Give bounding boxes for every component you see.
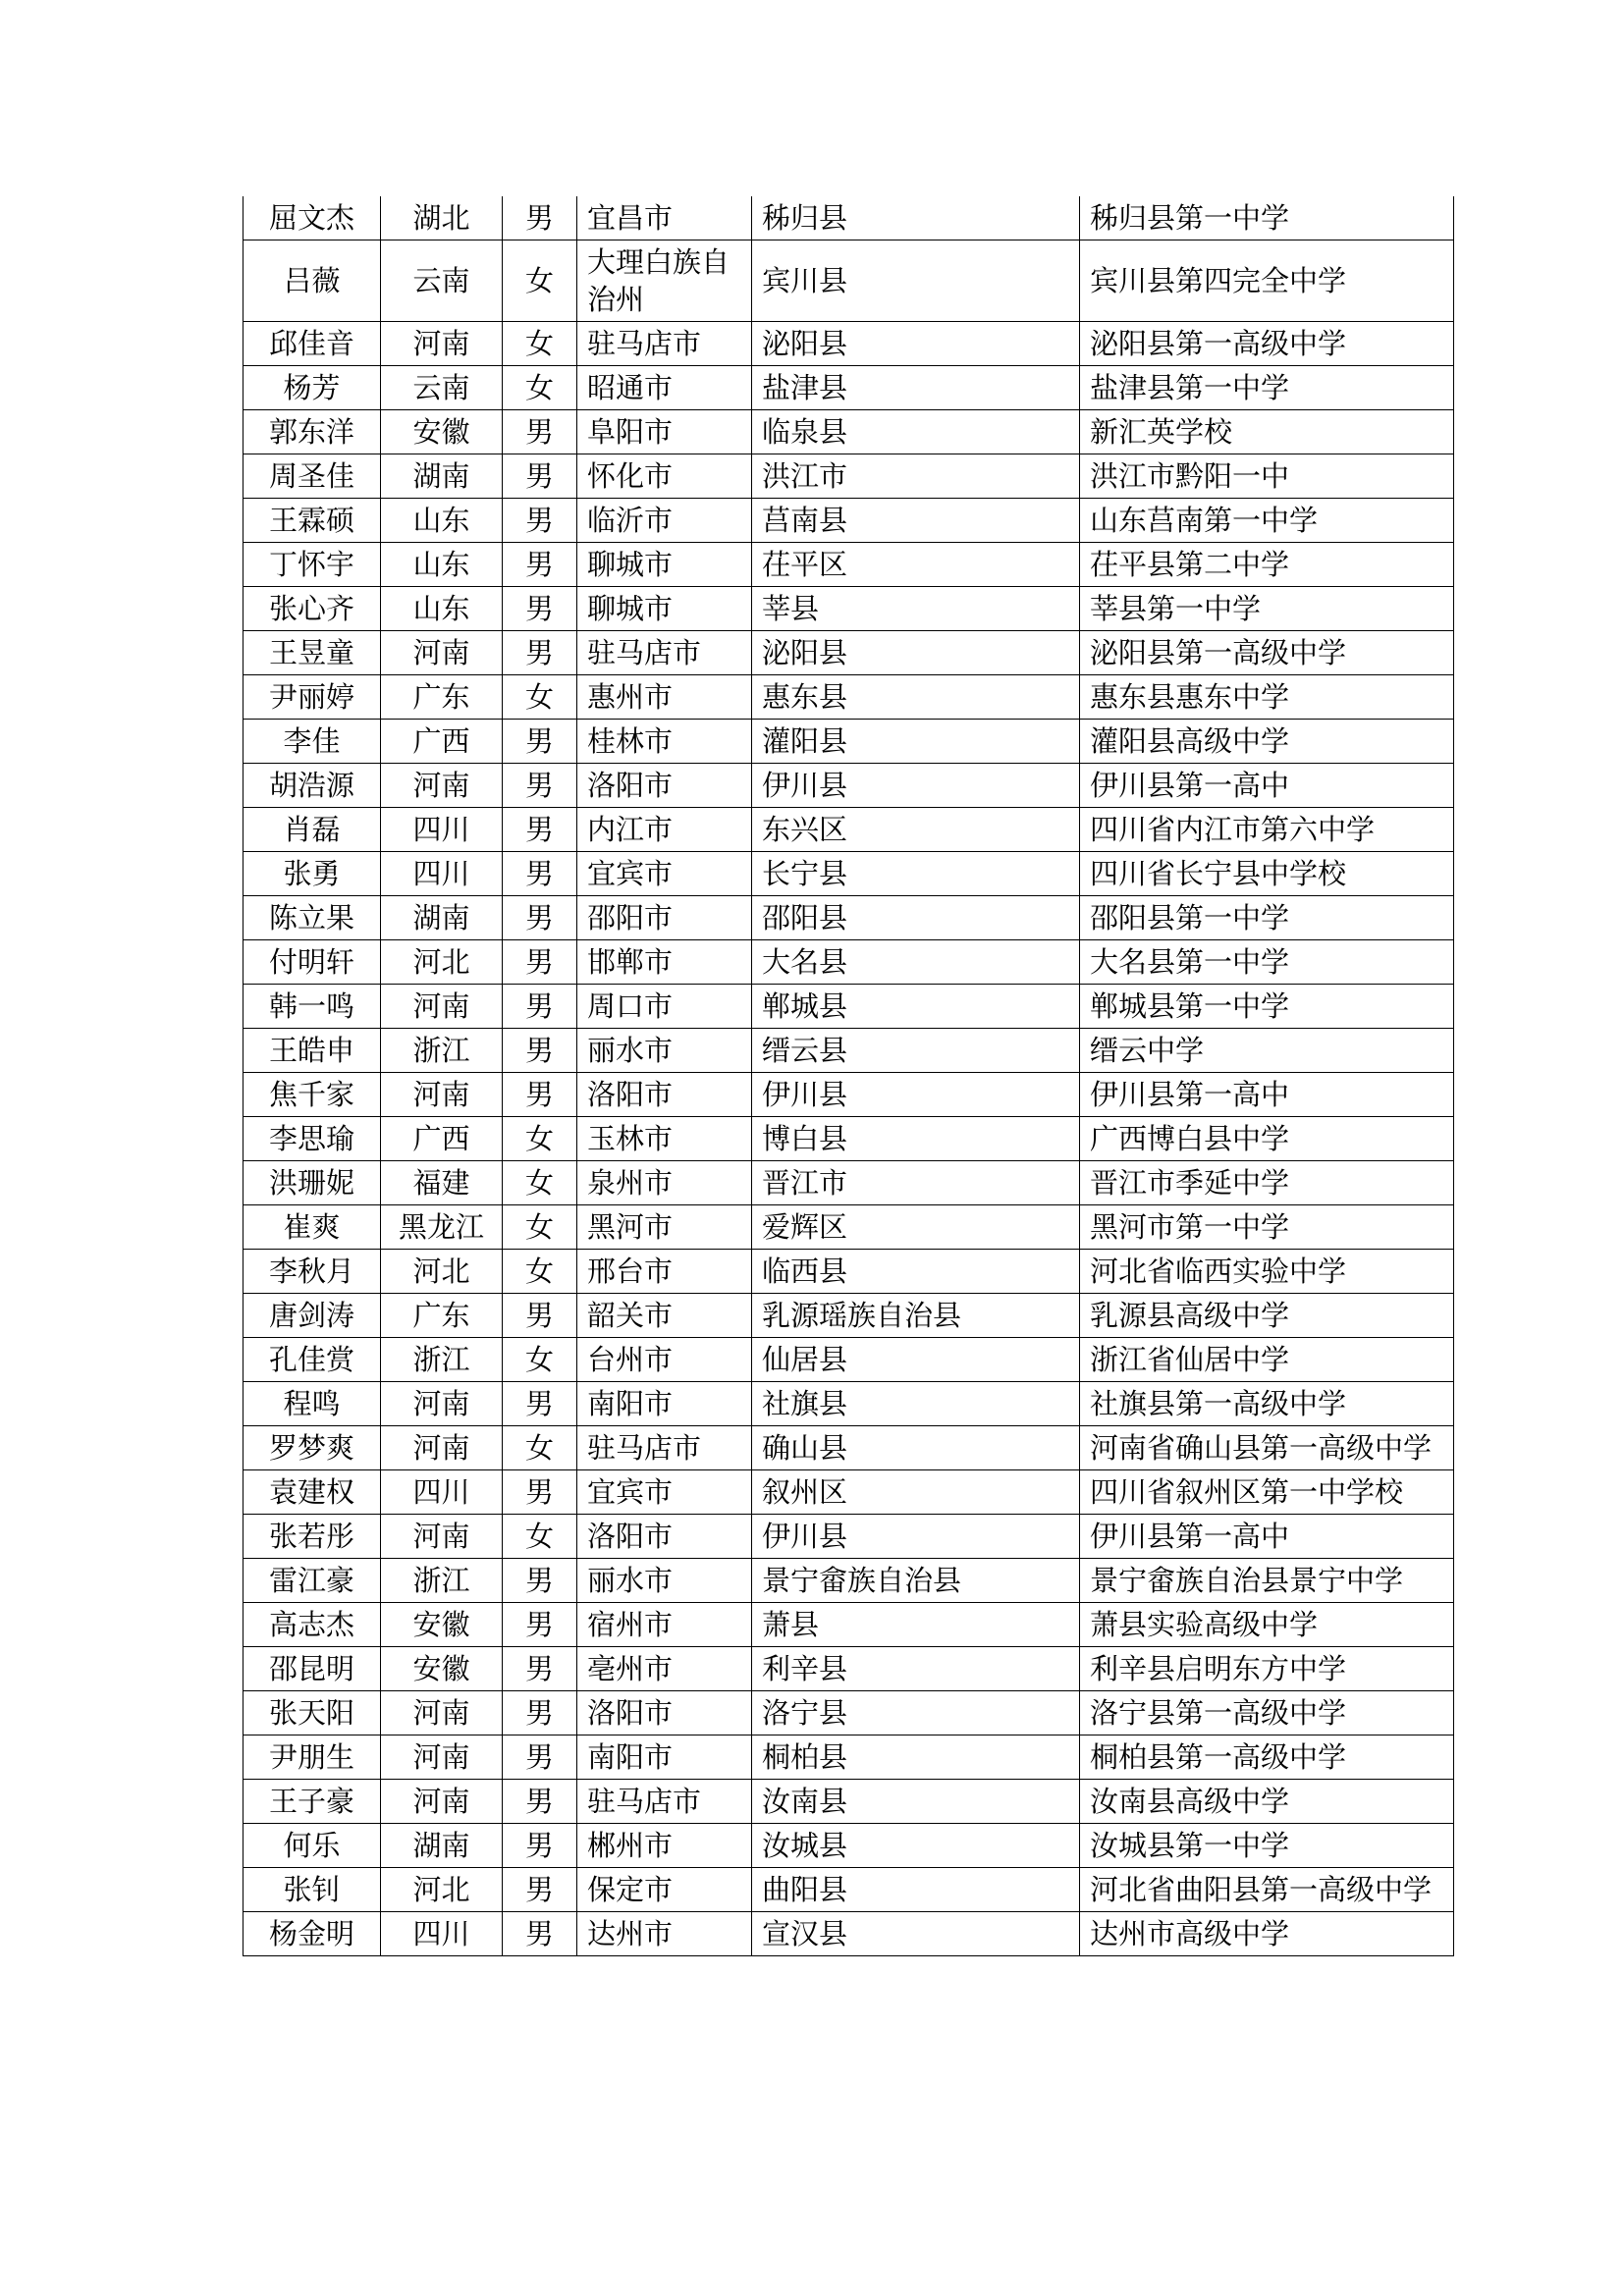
- school-cell: 景宁畲族自治县景宁中学: [1080, 1559, 1454, 1603]
- province-cell: 福建: [381, 1161, 503, 1205]
- name-cell: 张勇: [244, 852, 381, 896]
- city-cell: 南阳市: [577, 1735, 752, 1780]
- city-cell: 洛阳市: [577, 1515, 752, 1559]
- table-row: [244, 1205, 1454, 1250]
- gender-cell: 男: [503, 720, 577, 764]
- province-cell: 四川: [381, 1912, 503, 1956]
- table-row: [244, 675, 1454, 720]
- city-cell: 昭通市: [577, 366, 752, 410]
- city-cell: 临沂市: [577, 499, 752, 543]
- county-cell: 灌阳县: [752, 720, 1080, 764]
- name-cell: 邱佳音: [244, 322, 381, 366]
- gender-cell: 男: [503, 764, 577, 808]
- gender-cell: 男: [503, 587, 577, 631]
- province-cell: 山东: [381, 587, 503, 631]
- gender-cell: 女: [503, 240, 577, 322]
- county-cell: 郸城县: [752, 985, 1080, 1029]
- table-row: [244, 543, 1454, 587]
- province-cell: 河北: [381, 1868, 503, 1912]
- gender-cell: 男: [503, 896, 577, 940]
- gender-cell: 女: [503, 1250, 577, 1294]
- name-cell: 尹朋生: [244, 1735, 381, 1780]
- province-cell: 浙江: [381, 1338, 503, 1382]
- county-cell: 博白县: [752, 1117, 1080, 1161]
- gender-cell: 男: [503, 631, 577, 675]
- city-cell: 邢台市: [577, 1250, 752, 1294]
- table-row: [244, 1250, 1454, 1294]
- gender-cell: 男: [503, 1559, 577, 1603]
- name-cell: 李佳: [244, 720, 381, 764]
- city-cell: 宜昌市: [577, 196, 752, 240]
- gender-cell: 男: [503, 454, 577, 499]
- county-cell: 惠东县: [752, 675, 1080, 720]
- county-cell: 桐柏县: [752, 1735, 1080, 1780]
- school-cell: 伊川县第一高中: [1080, 1515, 1454, 1559]
- school-cell: 缙云中学: [1080, 1029, 1454, 1073]
- school-cell: 四川省叙州区第一中学校: [1080, 1470, 1454, 1515]
- table-row: [244, 499, 1454, 543]
- province-cell: 云南: [381, 240, 503, 322]
- province-cell: 浙江: [381, 1029, 503, 1073]
- city-cell: 韶关市: [577, 1294, 752, 1338]
- county-cell: 莘县: [752, 587, 1080, 631]
- name-cell: 孔佳赏: [244, 1338, 381, 1382]
- county-cell: 仙居县: [752, 1338, 1080, 1382]
- school-cell: 浙江省仙居中学: [1080, 1338, 1454, 1382]
- school-cell: 萧县实验高级中学: [1080, 1603, 1454, 1647]
- name-cell: 崔爽: [244, 1205, 381, 1250]
- name-cell: 雷江豪: [244, 1559, 381, 1603]
- gender-cell: 男: [503, 1912, 577, 1956]
- school-cell: 大名县第一中学: [1080, 940, 1454, 985]
- name-cell: 陈立果: [244, 896, 381, 940]
- city-cell: 大理白族自治州: [577, 240, 752, 322]
- school-cell: 伊川县第一高中: [1080, 764, 1454, 808]
- county-cell: 临泉县: [752, 410, 1080, 454]
- gender-cell: 女: [503, 1515, 577, 1559]
- province-cell: 广东: [381, 1294, 503, 1338]
- gender-cell: 女: [503, 1161, 577, 1205]
- table-row: [244, 1029, 1454, 1073]
- province-cell: 河南: [381, 1382, 503, 1426]
- gender-cell: 男: [503, 1647, 577, 1691]
- province-cell: 山东: [381, 499, 503, 543]
- name-cell: 邵昆明: [244, 1647, 381, 1691]
- table-row: [244, 985, 1454, 1029]
- province-cell: 四川: [381, 808, 503, 852]
- city-cell: 宿州市: [577, 1603, 752, 1647]
- county-cell: 茌平区: [752, 543, 1080, 587]
- name-cell: 周圣佳: [244, 454, 381, 499]
- table-row: [244, 1161, 1454, 1205]
- gender-cell: 女: [503, 366, 577, 410]
- school-cell: 河北省临西实验中学: [1080, 1250, 1454, 1294]
- gender-cell: 男: [503, 196, 577, 240]
- province-cell: 河南: [381, 1735, 503, 1780]
- school-cell: 盐津县第一中学: [1080, 366, 1454, 410]
- table-row: [244, 1603, 1454, 1647]
- city-cell: 丽水市: [577, 1029, 752, 1073]
- student-table-body: [244, 196, 1454, 1956]
- city-cell: 阜阳市: [577, 410, 752, 454]
- city-cell: 黑河市: [577, 1205, 752, 1250]
- county-cell: 泌阳县: [752, 631, 1080, 675]
- province-cell: 河南: [381, 1073, 503, 1117]
- name-cell: 李思瑜: [244, 1117, 381, 1161]
- name-cell: 胡浩源: [244, 764, 381, 808]
- city-cell: 宜宾市: [577, 1470, 752, 1515]
- school-cell: 利辛县启明东方中学: [1080, 1647, 1454, 1691]
- name-cell: 张心齐: [244, 587, 381, 631]
- table-row: [244, 1559, 1454, 1603]
- county-cell: 邵阳县: [752, 896, 1080, 940]
- county-cell: 临西县: [752, 1250, 1080, 1294]
- table-row: [244, 808, 1454, 852]
- table-row: [244, 1294, 1454, 1338]
- name-cell: 唐剑涛: [244, 1294, 381, 1338]
- name-cell: 罗梦爽: [244, 1426, 381, 1470]
- school-cell: 新汇英学校: [1080, 410, 1454, 454]
- city-cell: 泉州市: [577, 1161, 752, 1205]
- name-cell: 张天阳: [244, 1691, 381, 1735]
- county-cell: 秭归县: [752, 196, 1080, 240]
- school-cell: 晋江市季延中学: [1080, 1161, 1454, 1205]
- province-cell: 湖北: [381, 196, 503, 240]
- province-cell: 浙江: [381, 1559, 503, 1603]
- table-row: [244, 852, 1454, 896]
- student-table: [243, 196, 1454, 1956]
- city-cell: 玉林市: [577, 1117, 752, 1161]
- gender-cell: 男: [503, 985, 577, 1029]
- school-cell: 河南省确山县第一高级中学: [1080, 1426, 1454, 1470]
- city-cell: 驻马店市: [577, 322, 752, 366]
- table-row: [244, 410, 1454, 454]
- school-cell: 秭归县第一中学: [1080, 196, 1454, 240]
- table-row: [244, 1868, 1454, 1912]
- school-cell: 茌平县第二中学: [1080, 543, 1454, 587]
- city-cell: 丽水市: [577, 1559, 752, 1603]
- city-cell: 内江市: [577, 808, 752, 852]
- school-cell: 泌阳县第一高级中学: [1080, 631, 1454, 675]
- gender-cell: 女: [503, 1117, 577, 1161]
- table-row: [244, 196, 1454, 240]
- province-cell: 河南: [381, 764, 503, 808]
- city-cell: 聊城市: [577, 543, 752, 587]
- county-cell: 叙州区: [752, 1470, 1080, 1515]
- name-cell: 王昱童: [244, 631, 381, 675]
- table-row: [244, 454, 1454, 499]
- gender-cell: 男: [503, 1073, 577, 1117]
- province-cell: 云南: [381, 366, 503, 410]
- county-cell: 伊川县: [752, 1515, 1080, 1559]
- name-cell: 袁建权: [244, 1470, 381, 1515]
- table-row: [244, 366, 1454, 410]
- school-cell: 汝南县高级中学: [1080, 1780, 1454, 1824]
- province-cell: 河南: [381, 1515, 503, 1559]
- school-cell: 社旗县第一高级中学: [1080, 1382, 1454, 1426]
- county-cell: 长宁县: [752, 852, 1080, 896]
- school-cell: 泌阳县第一高级中学: [1080, 322, 1454, 366]
- province-cell: 河北: [381, 1250, 503, 1294]
- county-cell: 汝南县: [752, 1780, 1080, 1824]
- province-cell: 河南: [381, 631, 503, 675]
- school-cell: 山东莒南第一中学: [1080, 499, 1454, 543]
- name-cell: 韩一鸣: [244, 985, 381, 1029]
- school-cell: 四川省内江市第六中学: [1080, 808, 1454, 852]
- school-cell: 宾川县第四完全中学: [1080, 240, 1454, 322]
- county-cell: 莒南县: [752, 499, 1080, 543]
- table-row: [244, 1780, 1454, 1824]
- city-cell: 惠州市: [577, 675, 752, 720]
- city-cell: 达州市: [577, 1912, 752, 1956]
- table-row: [244, 1338, 1454, 1382]
- county-cell: 汝城县: [752, 1824, 1080, 1868]
- name-cell: 吕薇: [244, 240, 381, 322]
- name-cell: 肖磊: [244, 808, 381, 852]
- province-cell: 安徽: [381, 410, 503, 454]
- gender-cell: 男: [503, 1691, 577, 1735]
- city-cell: 台州市: [577, 1338, 752, 1382]
- school-cell: 达州市高级中学: [1080, 1912, 1454, 1956]
- county-cell: 宾川县: [752, 240, 1080, 322]
- province-cell: 湖南: [381, 454, 503, 499]
- county-cell: 洪江市: [752, 454, 1080, 499]
- city-cell: 洛阳市: [577, 1073, 752, 1117]
- city-cell: 桂林市: [577, 720, 752, 764]
- province-cell: 广西: [381, 720, 503, 764]
- name-cell: 王皓申: [244, 1029, 381, 1073]
- table-row: [244, 1073, 1454, 1117]
- city-cell: 亳州市: [577, 1647, 752, 1691]
- gender-cell: 男: [503, 940, 577, 985]
- gender-cell: 男: [503, 410, 577, 454]
- name-cell: 郭东洋: [244, 410, 381, 454]
- city-cell: 周口市: [577, 985, 752, 1029]
- name-cell: 王霖硕: [244, 499, 381, 543]
- city-cell: 保定市: [577, 1868, 752, 1912]
- gender-cell: 女: [503, 675, 577, 720]
- school-cell: 黑河市第一中学: [1080, 1205, 1454, 1250]
- county-cell: 伊川县: [752, 1073, 1080, 1117]
- table-row: [244, 1470, 1454, 1515]
- gender-cell: 男: [503, 1603, 577, 1647]
- name-cell: 丁怀宇: [244, 543, 381, 587]
- table-row: [244, 322, 1454, 366]
- name-cell: 杨金明: [244, 1912, 381, 1956]
- city-cell: 洛阳市: [577, 1691, 752, 1735]
- city-cell: 邵阳市: [577, 896, 752, 940]
- name-cell: 王子豪: [244, 1780, 381, 1824]
- province-cell: 河南: [381, 1780, 503, 1824]
- gender-cell: 男: [503, 808, 577, 852]
- table-row: [244, 587, 1454, 631]
- name-cell: 杨芳: [244, 366, 381, 410]
- table-row: [244, 1117, 1454, 1161]
- county-cell: 确山县: [752, 1426, 1080, 1470]
- province-cell: 山东: [381, 543, 503, 587]
- county-cell: 大名县: [752, 940, 1080, 985]
- name-cell: 张钊: [244, 1868, 381, 1912]
- province-cell: 河北: [381, 940, 503, 985]
- school-cell: 伊川县第一高中: [1080, 1073, 1454, 1117]
- county-cell: 爱辉区: [752, 1205, 1080, 1250]
- gender-cell: 女: [503, 1205, 577, 1250]
- gender-cell: 男: [503, 1735, 577, 1780]
- province-cell: 四川: [381, 852, 503, 896]
- county-cell: 洛宁县: [752, 1691, 1080, 1735]
- city-cell: 怀化市: [577, 454, 752, 499]
- gender-cell: 女: [503, 1338, 577, 1382]
- school-cell: 莘县第一中学: [1080, 587, 1454, 631]
- province-cell: 广西: [381, 1117, 503, 1161]
- city-cell: 驻马店市: [577, 631, 752, 675]
- name-cell: 何乐: [244, 1824, 381, 1868]
- name-cell: 焦千家: [244, 1073, 381, 1117]
- county-cell: 曲阳县: [752, 1868, 1080, 1912]
- county-cell: 晋江市: [752, 1161, 1080, 1205]
- county-cell: 利辛县: [752, 1647, 1080, 1691]
- table-row: [244, 1824, 1454, 1868]
- table-row: [244, 1735, 1454, 1780]
- county-cell: 盐津县: [752, 366, 1080, 410]
- school-cell: 河北省曲阳县第一高级中学: [1080, 1868, 1454, 1912]
- gender-cell: 男: [503, 543, 577, 587]
- table-row: [244, 1515, 1454, 1559]
- province-cell: 四川: [381, 1470, 503, 1515]
- province-cell: 河南: [381, 1426, 503, 1470]
- name-cell: 程鸣: [244, 1382, 381, 1426]
- table-row: [244, 1912, 1454, 1956]
- school-cell: 惠东县惠东中学: [1080, 675, 1454, 720]
- city-cell: 聊城市: [577, 587, 752, 631]
- county-cell: 乳源瑶族自治县: [752, 1294, 1080, 1338]
- table-row: [244, 764, 1454, 808]
- province-cell: 安徽: [381, 1603, 503, 1647]
- name-cell: 李秋月: [244, 1250, 381, 1294]
- name-cell: 尹丽婷: [244, 675, 381, 720]
- county-cell: 萧县: [752, 1603, 1080, 1647]
- province-cell: 安徽: [381, 1647, 503, 1691]
- table-row: [244, 1382, 1454, 1426]
- name-cell: 洪珊妮: [244, 1161, 381, 1205]
- school-cell: 郸城县第一中学: [1080, 985, 1454, 1029]
- school-cell: 乳源县高级中学: [1080, 1294, 1454, 1338]
- province-cell: 河南: [381, 1691, 503, 1735]
- gender-cell: 女: [503, 1426, 577, 1470]
- school-cell: 汝城县第一中学: [1080, 1824, 1454, 1868]
- name-cell: 高志杰: [244, 1603, 381, 1647]
- province-cell: 湖南: [381, 896, 503, 940]
- school-cell: 广西博白县中学: [1080, 1117, 1454, 1161]
- school-cell: 桐柏县第一高级中学: [1080, 1735, 1454, 1780]
- table-row: [244, 1691, 1454, 1735]
- city-cell: 驻马店市: [577, 1426, 752, 1470]
- table-row: [244, 720, 1454, 764]
- county-cell: 伊川县: [752, 764, 1080, 808]
- gender-cell: 男: [503, 1382, 577, 1426]
- table-row: [244, 1647, 1454, 1691]
- name-cell: 张若彤: [244, 1515, 381, 1559]
- table-row: [244, 940, 1454, 985]
- school-cell: 洛宁县第一高级中学: [1080, 1691, 1454, 1735]
- province-cell: 河南: [381, 322, 503, 366]
- table-row: [244, 631, 1454, 675]
- city-cell: 邯郸市: [577, 940, 752, 985]
- school-cell: 洪江市黔阳一中: [1080, 454, 1454, 499]
- gender-cell: 女: [503, 322, 577, 366]
- gender-cell: 男: [503, 1470, 577, 1515]
- name-cell: 屈文杰: [244, 196, 381, 240]
- gender-cell: 男: [503, 1868, 577, 1912]
- province-cell: 河南: [381, 985, 503, 1029]
- gender-cell: 男: [503, 1780, 577, 1824]
- county-cell: 宣汉县: [752, 1912, 1080, 1956]
- gender-cell: 男: [503, 1824, 577, 1868]
- city-cell: 宜宾市: [577, 852, 752, 896]
- school-cell: 四川省长宁县中学校: [1080, 852, 1454, 896]
- gender-cell: 男: [503, 1029, 577, 1073]
- city-cell: 南阳市: [577, 1382, 752, 1426]
- school-cell: 邵阳县第一中学: [1080, 896, 1454, 940]
- county-cell: 缙云县: [752, 1029, 1080, 1073]
- city-cell: 驻马店市: [577, 1780, 752, 1824]
- county-cell: 景宁畲族自治县: [752, 1559, 1080, 1603]
- province-cell: 黑龙江: [381, 1205, 503, 1250]
- county-cell: 东兴区: [752, 808, 1080, 852]
- gender-cell: 男: [503, 852, 577, 896]
- table-row: [244, 240, 1454, 322]
- school-cell: 灌阳县高级中学: [1080, 720, 1454, 764]
- gender-cell: 男: [503, 499, 577, 543]
- gender-cell: 男: [503, 1294, 577, 1338]
- table-row: [244, 1426, 1454, 1470]
- province-cell: 广东: [381, 675, 503, 720]
- city-cell: 洛阳市: [577, 764, 752, 808]
- province-cell: 湖南: [381, 1824, 503, 1868]
- table-row: [244, 896, 1454, 940]
- county-cell: 社旗县: [752, 1382, 1080, 1426]
- city-cell: 郴州市: [577, 1824, 752, 1868]
- county-cell: 泌阳县: [752, 322, 1080, 366]
- name-cell: 付明轩: [244, 940, 381, 985]
